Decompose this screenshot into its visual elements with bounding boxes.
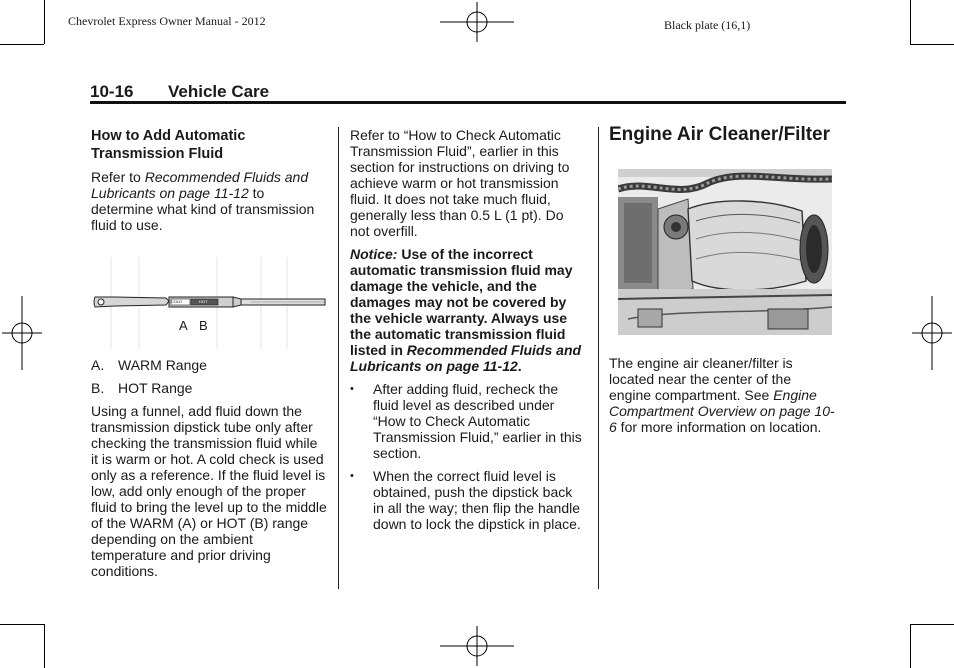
column-right xyxy=(609,124,837,435)
dipstick-illustration xyxy=(91,257,327,349)
crop-mark xyxy=(44,0,45,44)
hot-mark: HOT xyxy=(199,299,208,304)
cold-mark: COLD xyxy=(171,299,183,304)
page-number: 10-16 xyxy=(90,82,134,101)
notice-label: Notice: xyxy=(350,246,398,262)
column-middle xyxy=(350,127,586,532)
legend-item xyxy=(91,357,327,373)
bullet-icon: • xyxy=(350,470,354,482)
air-cleaner-figure xyxy=(618,169,832,335)
registration-target-icon xyxy=(440,626,514,666)
registration-target-icon xyxy=(440,2,514,42)
label-b: B xyxy=(199,318,208,333)
legend-key: A. xyxy=(91,357,105,373)
header-rule xyxy=(90,101,846,104)
cross-reference: Engine Compartment Overview on page 10-6 xyxy=(609,387,835,435)
section-header xyxy=(90,82,269,102)
plate-info: Black plate (16,1) xyxy=(664,18,751,32)
section-title: Vehicle Care xyxy=(168,82,270,101)
column-left xyxy=(91,127,327,579)
column-divider xyxy=(338,127,339,589)
bullet-item xyxy=(350,468,586,532)
crop-mark xyxy=(44,624,45,668)
legend-key: B. xyxy=(91,380,105,396)
notice-text: . xyxy=(517,358,522,374)
legend-text: HOT Range xyxy=(118,380,193,396)
crop-mark xyxy=(910,624,911,668)
crop-mark xyxy=(0,624,44,625)
body-paragraph xyxy=(609,355,837,435)
notice-reference: Recommended Fluids and Lubricants on page 11-12 xyxy=(350,342,582,374)
registration-target-icon xyxy=(2,296,42,370)
legend-text: WARM Range xyxy=(118,357,207,373)
bullet-text: When the correct fluid level is obtained, push the dipstick back in all the way; then flip the handle down to lock the dipstick in place. xyxy=(373,468,581,532)
intro-paragraph: Refer to “How to Check Automatic Transmission Fluid”, earlier in this section for instructions on driving to achieve warm or hot transmission fluid. It does not take much fluid, generally less than 0.5 L (1 pt). Do not overfill. xyxy=(350,127,570,239)
dipstick-figure xyxy=(91,257,327,349)
notice-paragraph xyxy=(350,246,586,374)
crop-mark xyxy=(910,0,911,44)
intro-paragraph xyxy=(91,169,327,233)
bullet-item xyxy=(350,381,586,461)
bullet-text: After adding fluid, recheck the fluid level as described under “How to Check Automatic Transmission Fluid,” earlier in this section. xyxy=(373,381,582,461)
intro-text: to determine what kind of transmission fluid to use. xyxy=(91,185,315,233)
crop-mark xyxy=(910,44,954,45)
label-a: A xyxy=(179,318,188,333)
registration-target-icon xyxy=(912,296,952,370)
section-heading: Engine Air Cleaner/Filter xyxy=(609,124,831,145)
manual-title: Chevrolet Express Owner Manual - 2012 xyxy=(68,14,266,28)
intro-text: Refer to xyxy=(91,169,145,185)
notice-text: Use of the incorrect automatic transmission fluid may damage the vehicle, and the damages may not be covered by the vehicle warranty. Always use the automatic transmission fluid listed in xyxy=(350,246,573,358)
subsection-heading: How to Add Automatic Transmission Fluid xyxy=(91,128,246,162)
crop-mark xyxy=(0,44,44,45)
bullet-icon: • xyxy=(350,383,354,395)
engine-air-cleaner-photo xyxy=(618,169,832,335)
body-text: for more information on location. xyxy=(616,419,822,435)
body-text: The engine air cleaner/filter is located near the center of the engine compartment. See xyxy=(609,355,793,403)
cross-reference: Recommended Fluids and Lubricants on page 11-12 xyxy=(91,169,309,201)
crop-mark xyxy=(910,624,954,625)
legend-item xyxy=(91,380,327,396)
column-divider xyxy=(598,127,599,589)
body-paragraph: Using a funnel, add fluid down the transmission dipstick tube only after checking the transmission fluid while it is warm or hot. A cold check is used only as a reference. If the fluid level is low, add only enough of the proper fluid to bring the level up to the middle of the WARM (A) or HOT (B) range depending on the ambient temperature and prior driving conditions. xyxy=(91,403,327,579)
